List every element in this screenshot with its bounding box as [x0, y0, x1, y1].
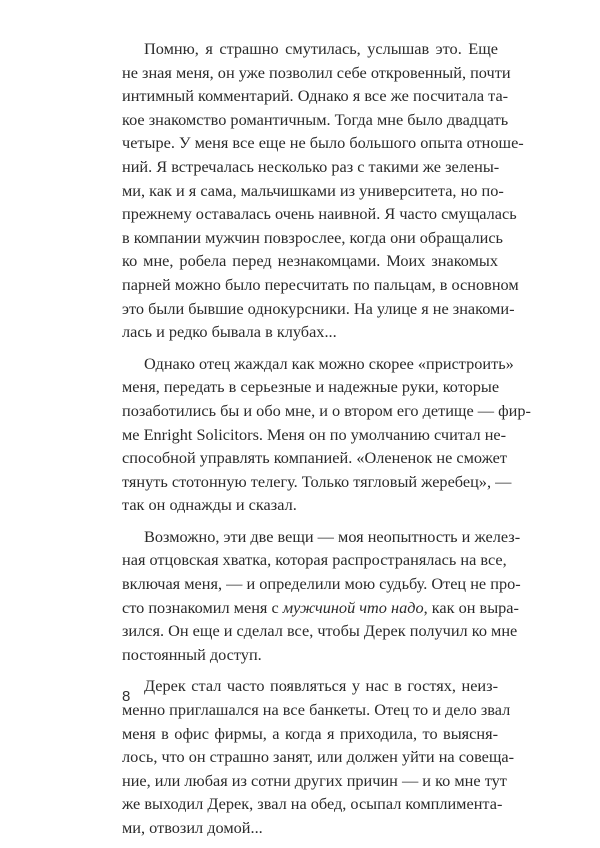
text-line: в компании мужчин повзрослее, когда они обращались: [122, 227, 503, 247]
text-line: Однако отец жаждал как можно скорее «пристроить»: [144, 353, 514, 373]
line-end: Он еще и сделал все, чтобы Дерек получил ко мне: [168, 621, 518, 641]
text-line: парней можно было пересчитать по пальцам, в основном: [122, 274, 519, 294]
body-text: [122, 37, 531, 848]
page-number: 8: [122, 688, 131, 705]
text-line: же выходил Дерек, звал на обед, осыпал комплимента-: [122, 794, 503, 814]
line-start: зился.: [122, 621, 165, 641]
text-line: Помню, я страшно смутилась, услышав это. Еще: [144, 39, 498, 58]
text-line: Дерек стал часто появляться у нас в гостях, неиз-: [144, 676, 498, 696]
text-line: четыре. У меня все еще не было большого опыта отноше-: [122, 133, 524, 153]
text-line: ми, как и я сама, мальчишками из университета, но по-: [122, 180, 504, 200]
text-line: интимный комментарий. Однако я все же посчитала та-: [122, 86, 509, 106]
text-line: включая меня, — и определили мою судьбу. Отец не про-: [122, 574, 521, 594]
text-line: ние, или любая из сотни других причин — и ко мне тут: [122, 770, 507, 790]
text-line: ний. Я встречалась несколько раз с такими же зелены-: [122, 156, 500, 176]
text-line: тянуть стотонную телегу. Только тягловый жеребец», —: [122, 471, 512, 491]
text-line: постоянный доступ.: [122, 644, 262, 664]
text-line: Возможно, эти две вещи — моя неопытность и желез-: [144, 526, 521, 546]
paragraph-2: [122, 352, 531, 517]
text-line: ко мне, робела перед незнакомцами. Моих знакомых: [122, 251, 498, 271]
line-start: сто познакомил меня с: [122, 597, 283, 617]
emphasis-text: мужчиной что надо: [282, 597, 424, 617]
text-line: это были бывшие однокурсники. На улице я не знакоми-: [122, 298, 515, 318]
paragraph-3: [122, 525, 521, 667]
line-end: , как он выра-: [423, 597, 519, 617]
text-line: позаботились бы и обо мне, и о втором его детище — фир-: [122, 400, 531, 420]
text-line: меня в офис фирмы, а когда я приходила, то выясня-: [122, 723, 498, 743]
text-line: кое знакомство романтичным. Тогда мне было двадцать: [122, 109, 509, 129]
text-line: менно приглашался на все банкеты. Отец то и дело звал: [122, 700, 511, 720]
text-line: так он однажды и сказал.: [122, 495, 297, 515]
paragraph-1: [122, 37, 524, 344]
paragraph-4: [122, 674, 515, 839]
text-line: ная отцовская хватка, которая распространялась на все,: [122, 550, 507, 570]
text-line: не зная меня, он уже позволил себе откровенный, почти: [122, 62, 511, 82]
text-line-with-emphasis: [122, 596, 519, 620]
text-line: ми, отвозил домой...: [122, 818, 263, 837]
text-line: лось, что он страшно занят, или должен уйти на совеща-: [122, 747, 515, 767]
text-line: лась и редко бывала в клубах...: [122, 322, 337, 342]
text-line: меня, передать в серьезные и надежные руки, которые: [122, 377, 500, 397]
text-line: [122, 619, 518, 643]
text-line: прежнему оставалась очень наивной. Я часто смущалась: [122, 204, 517, 224]
text-line: способной управлять компанией. «Олененок не сможет: [122, 448, 508, 468]
text-line: ме Enright Solicitors. Меня он по умолчанию считал не-: [122, 424, 507, 444]
